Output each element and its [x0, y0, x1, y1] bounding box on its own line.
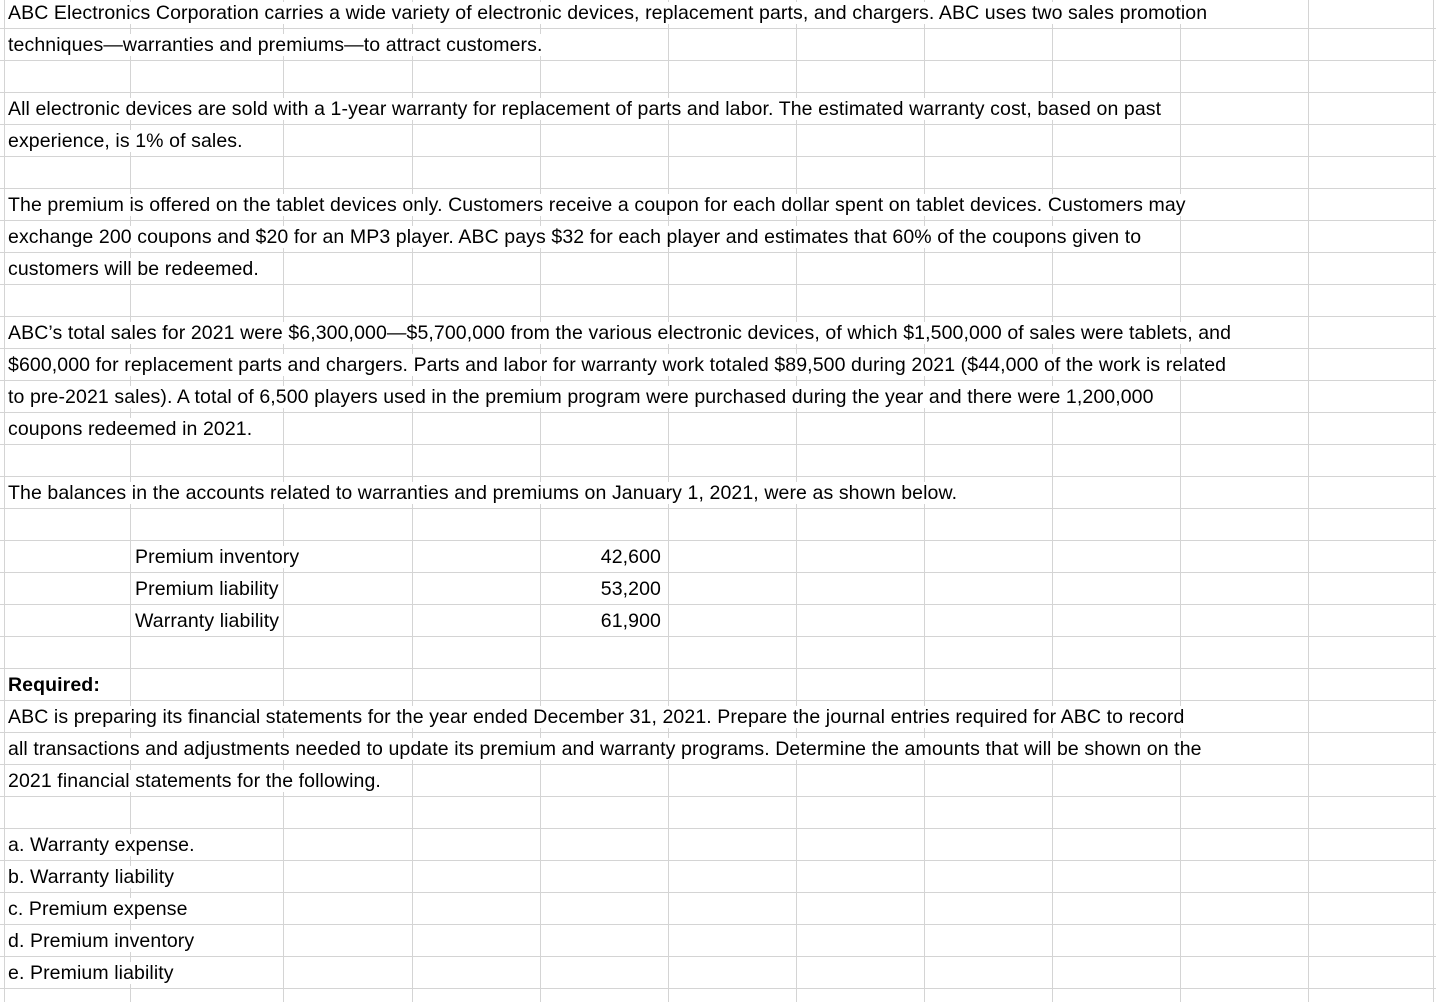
sales-line-1[interactable]: ABC’s total sales for 2021 were $6,300,000—$5,700,000 from the various electronic devices, of which $1,500,000 of sales were tablets, and — [5, 322, 1234, 344]
intro-line-2[interactable]: techniques—warranties and premiums—to attract customers. — [5, 34, 545, 56]
premium-line-1[interactable]: The premium is offered on the tablet devices only. Customers receive a coupon for each dollar spent on tablet devices. Customers may — [5, 194, 1189, 216]
balances-intro[interactable]: The balances in the accounts related to warranties and premiums on January 1, 2021, were as shown below. — [5, 482, 960, 504]
balance-label-premium-liability[interactable]: Premium liability — [132, 578, 282, 600]
item-c[interactable]: c. Premium expense — [5, 898, 191, 920]
sales-line-4[interactable]: coupons redeemed in 2021. — [5, 418, 255, 440]
premium-line-2[interactable]: exchange 200 coupons and $20 for an MP3 player. ABC pays $32 for each player and estimates that 60% of the coupons given to — [5, 226, 1144, 248]
premium-line-3[interactable]: customers will be redeemed. — [5, 258, 262, 280]
required-line-3[interactable]: 2021 financial statements for the following. — [5, 770, 384, 792]
item-a[interactable]: a. Warranty expense. — [5, 834, 198, 856]
required-line-1[interactable]: ABC is preparing its financial statements for the year ended December 31, 2021. Prepare the journal entries required for ABC to record — [5, 706, 1187, 728]
balance-label-premium-inventory[interactable]: Premium inventory — [132, 546, 302, 568]
intro-line-1[interactable]: ABC Electronics Corporation carries a wide variety of electronic devices, replacement parts, and chargers. ABC uses two sales promotion — [5, 2, 1210, 24]
sales-line-3[interactable]: to pre-2021 sales). A total of 6,500 players used in the premium program were purchased during the year and there were 1,200,000 — [5, 386, 1157, 408]
required-heading[interactable]: Required: — [5, 674, 103, 696]
item-b[interactable]: b. Warranty liability — [5, 866, 177, 888]
required-line-2[interactable]: all transactions and adjustments needed to update its premium and warranty programs. Determine the amounts that will be shown on the — [5, 738, 1205, 760]
balance-value-warranty-liability[interactable]: 61,900 — [560, 610, 664, 632]
balance-value-premium-liability[interactable]: 53,200 — [560, 578, 664, 600]
item-d[interactable]: d. Premium inventory — [5, 930, 197, 952]
balance-label-warranty-liability[interactable]: Warranty liability — [132, 610, 282, 632]
warranty-line-1[interactable]: All electronic devices are sold with a 1-year warranty for replacement of parts and labor. The estimated warranty cost, based on past — [5, 98, 1164, 120]
balance-value-premium-inventory[interactable]: 42,600 — [560, 546, 664, 568]
warranty-line-2[interactable]: experience, is 1% of sales. — [5, 130, 246, 152]
item-e[interactable]: e. Premium liability — [5, 962, 177, 984]
sales-line-2[interactable]: $600,000 for replacement parts and chargers. Parts and labor for warranty work totaled $89,500 during 2021 ($44,000 of the work is related — [5, 354, 1229, 376]
